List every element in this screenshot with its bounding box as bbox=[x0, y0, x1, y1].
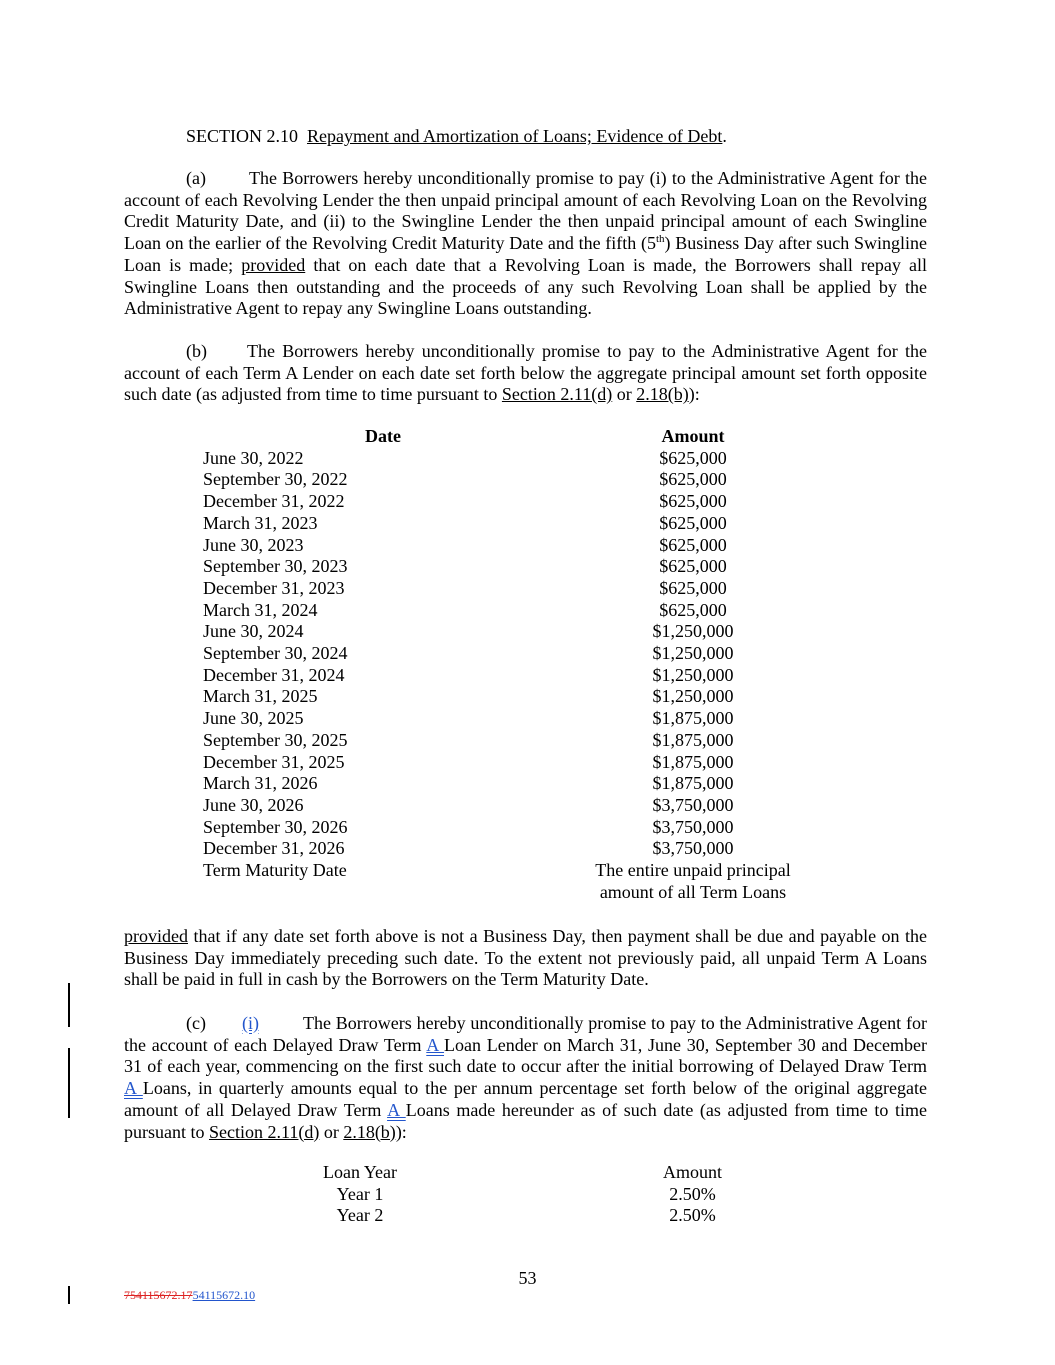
table-row bbox=[203, 773, 823, 795]
table-header-row bbox=[310, 1162, 975, 1184]
date-cell: June 30, 2023 bbox=[203, 534, 304, 555]
loan-year-cell: Year 2 bbox=[336, 1205, 384, 1226]
amount-cell: $625,000 bbox=[659, 556, 727, 577]
table-row bbox=[203, 556, 823, 578]
amount-cell: $1,250,000 bbox=[652, 643, 734, 664]
loan-year-cell: Year 1 bbox=[336, 1183, 384, 1204]
amount-cell: $625,000 bbox=[659, 447, 727, 468]
date-cell: December 31, 2024 bbox=[203, 664, 345, 685]
paragraph-b-label: (b) bbox=[186, 341, 207, 361]
delayed-draw-rows bbox=[310, 1184, 975, 1227]
table-row bbox=[203, 621, 823, 643]
date-cell: June 30, 2024 bbox=[203, 621, 304, 642]
table-row bbox=[203, 535, 823, 557]
date-cell: December 31, 2023 bbox=[203, 577, 345, 598]
amount-cell: $1,250,000 bbox=[652, 664, 734, 685]
table-row bbox=[203, 795, 823, 817]
date-cell: December 31, 2022 bbox=[203, 491, 345, 512]
delayed-draw-table bbox=[310, 1162, 975, 1227]
table-row bbox=[203, 643, 823, 665]
amount-cell: $1,875,000 bbox=[652, 773, 734, 794]
section-heading: SECTION 2.10 Repayment and Amortization of Loans; Evidence of Debt. bbox=[186, 126, 727, 146]
document-id-footer bbox=[124, 1287, 255, 1303]
page-number: 53 bbox=[518, 1268, 537, 1288]
date-cell: September 30, 2022 bbox=[203, 469, 348, 490]
table-row bbox=[203, 752, 823, 774]
paragraph-a-label: (a) bbox=[186, 168, 206, 188]
amount-cell: $625,000 bbox=[659, 534, 727, 555]
amount-cell: $625,000 bbox=[659, 599, 727, 620]
section-number: SECTION 2.10 bbox=[186, 126, 298, 146]
date-cell: March 31, 2025 bbox=[203, 686, 318, 707]
paragraph-a: (a) The Borrowers hereby unconditionally promise to pay (i) to the Administrative Agent for the account of each Revolving Lender the then unpaid principal amount of each Revolving Loan on the Revolving Credit Maturity Date, and (ii) to the Swingline Lender the then unpaid principal amount of each Swingline Loan on the earlier of the Revolving Credit Maturity Date and the fifth (5th) Business Day after such Swingline Loan is made; provided that on each date that a Revolving Loan is made, the Borrowers shall repay all Swingline Loans then outstanding and the proceeds of any such Revolving Loan shall be applied by the Administrative Agent to repay any Swingline Loans outstanding. bbox=[124, 168, 927, 319]
table-row bbox=[203, 817, 823, 839]
table-row bbox=[203, 708, 823, 730]
amount-cell: $1,875,000 bbox=[652, 729, 734, 750]
section-reference: 2.18(b) bbox=[343, 1121, 396, 1142]
amount-cell: $1,875,000 bbox=[652, 708, 734, 729]
inserted-document-id: 54115672.10 bbox=[192, 1288, 256, 1302]
amount-cell: $625,000 bbox=[659, 512, 727, 533]
table-row bbox=[203, 665, 823, 687]
amount-cell: $1,250,000 bbox=[652, 621, 734, 642]
date-cell: Term Maturity Date bbox=[203, 860, 347, 881]
column-header-loan-year: Loan Year bbox=[323, 1162, 397, 1182]
date-cell: September 30, 2026 bbox=[203, 816, 348, 837]
table-row-maturity bbox=[203, 860, 823, 903]
section-reference: 2.18(b) bbox=[636, 384, 689, 405]
date-cell: September 30, 2024 bbox=[203, 643, 348, 664]
date-cell: September 30, 2023 bbox=[203, 556, 348, 577]
table-row bbox=[203, 730, 823, 752]
table-row bbox=[203, 686, 823, 708]
date-cell: June 30, 2025 bbox=[203, 708, 304, 729]
date-cell: March 31, 2023 bbox=[203, 512, 318, 533]
table-row bbox=[203, 600, 823, 622]
change-bar bbox=[68, 1048, 70, 1118]
inserted-text: A bbox=[387, 1099, 406, 1120]
amount-cell: $625,000 bbox=[659, 469, 727, 490]
column-header-amount: Amount bbox=[661, 426, 725, 446]
inserted-text: A bbox=[426, 1034, 445, 1055]
section-reference: Section 2.11(d) bbox=[209, 1121, 320, 1142]
change-bar bbox=[68, 1286, 70, 1304]
table-row bbox=[203, 448, 823, 470]
date-cell: March 31, 2024 bbox=[203, 599, 318, 620]
paragraph-provided: provided that if any date set forth above is not a Business Day, then payment shall be due and payable on the Business Day immediately preceding such date. To the extent not previously paid, all unpaid Term A Loans shall be paid in full in cash by the Borrowers on the Term Maturity Date. bbox=[124, 926, 927, 990]
inserted-text: (i) bbox=[241, 1013, 259, 1033]
date-cell: March 31, 2026 bbox=[203, 773, 318, 794]
amount-cell: $3,750,000 bbox=[652, 838, 734, 859]
amount-cell: 2.50% bbox=[669, 1205, 716, 1226]
table-row bbox=[310, 1184, 975, 1206]
table-row bbox=[203, 578, 823, 600]
table-header-row bbox=[203, 426, 823, 448]
amount-cell: $1,875,000 bbox=[652, 751, 734, 772]
table-row bbox=[203, 513, 823, 535]
provided-term: provided bbox=[241, 254, 306, 275]
column-header-date: Date bbox=[365, 426, 401, 446]
table-row bbox=[203, 469, 823, 491]
date-cell: June 30, 2022 bbox=[203, 447, 304, 468]
amount-cell: The entire unpaid principal amount of all Term Loans bbox=[595, 860, 791, 902]
date-cell: December 31, 2026 bbox=[203, 838, 345, 859]
amortization-table bbox=[203, 426, 823, 903]
paragraph-b: (b) The Borrowers hereby unconditionally promise to pay to the Administrative Agent for the account of each Term A Lender on each date set forth below the aggregate principal amount set forth opposite such date (as adjusted from time to time pursuant to Section 2.11(d) or 2.18(b)): bbox=[124, 341, 927, 405]
amount-cell: $625,000 bbox=[659, 577, 727, 598]
paragraph-c: (c) (i) The Borrowers hereby unconditionally promise to pay to the Administrative Agent for the account of each Delayed Draw Term A Loan Lender on March 31, June 30, September 30 and December 31 of each year, commencing on the first such date to occur after the initial borrowing of Delayed Draw Term A Loans, in quarterly amounts equal to the per annum percentage set forth below of the original aggregate amount of all Delayed Draw Term A Loans made hereunder as of such date (as adjusted from time to time pursuant to Section 2.11(d) or 2.18(b)): bbox=[124, 1013, 927, 1142]
amount-cell: $3,750,000 bbox=[652, 794, 734, 815]
paragraph-c-label: (c) bbox=[186, 1013, 206, 1033]
date-cell: September 30, 2025 bbox=[203, 729, 348, 750]
table-row bbox=[310, 1205, 975, 1227]
section-reference: Section 2.11(d) bbox=[501, 384, 613, 405]
deleted-document-id: 754115672.17 bbox=[124, 1288, 193, 1302]
amount-cell: 2.50% bbox=[669, 1183, 716, 1204]
table-row bbox=[203, 491, 823, 513]
amount-cell: $625,000 bbox=[659, 491, 727, 512]
date-cell: December 31, 2025 bbox=[203, 751, 345, 772]
amount-cell: $1,250,000 bbox=[652, 686, 734, 707]
column-header-amount: Amount bbox=[662, 1162, 722, 1182]
inserted-text: A bbox=[124, 1078, 143, 1099]
provided-term: provided bbox=[124, 926, 188, 946]
table-row bbox=[203, 838, 823, 860]
date-cell: June 30, 2026 bbox=[203, 794, 304, 815]
change-bar bbox=[68, 983, 70, 1027]
section-title: Repayment and Amortization of Loans; Evidence of Debt bbox=[307, 126, 723, 146]
amount-cell: $3,750,000 bbox=[652, 816, 734, 837]
amortization-rows bbox=[203, 448, 823, 860]
